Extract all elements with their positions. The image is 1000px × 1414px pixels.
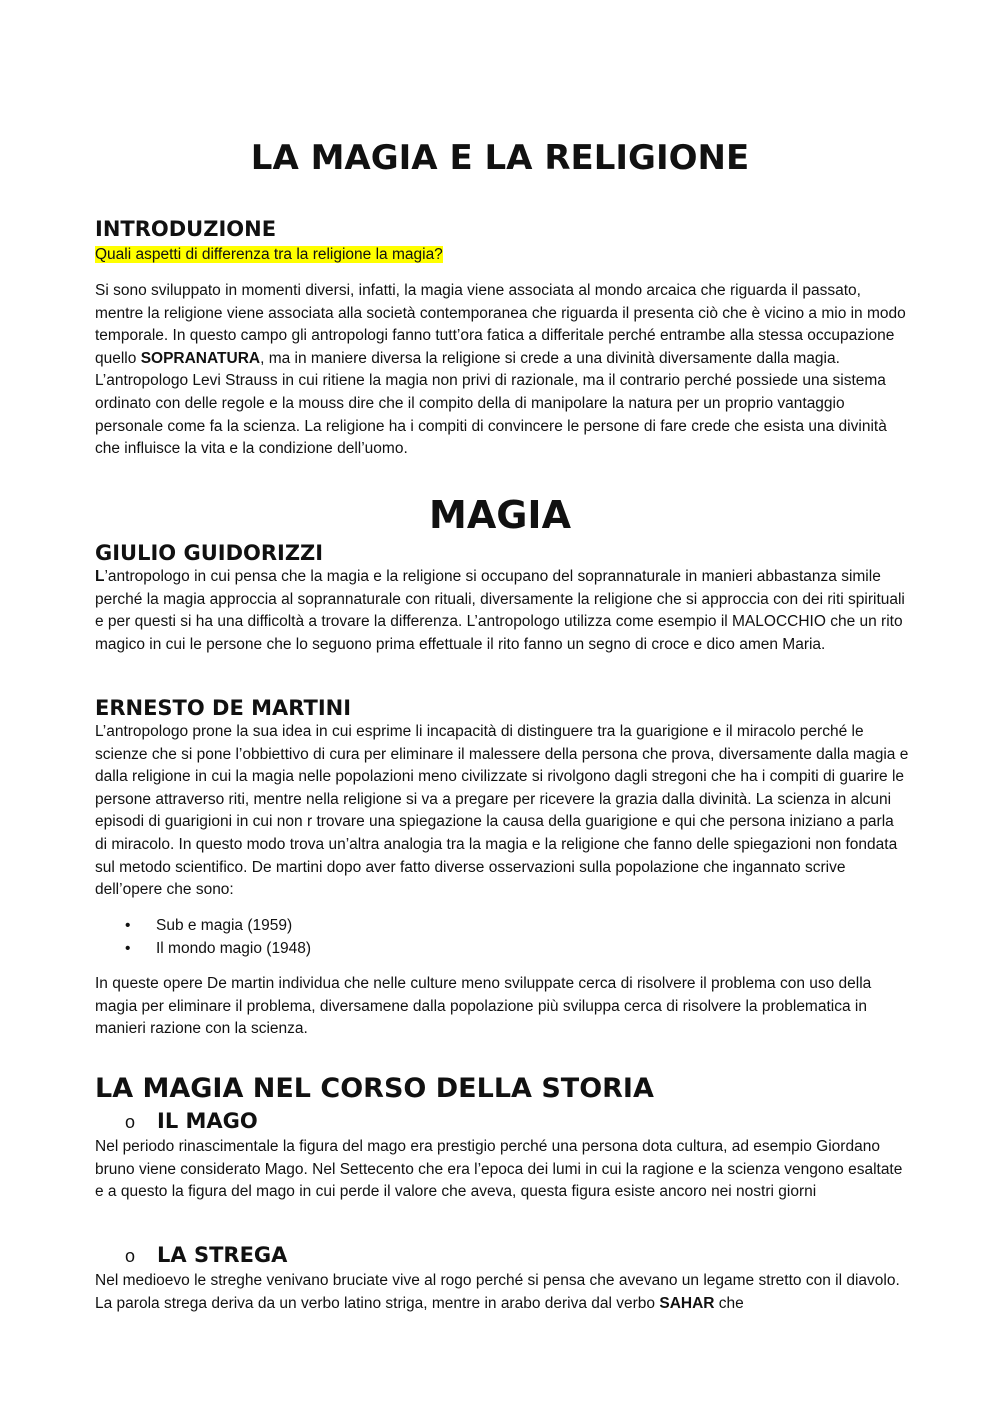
heading-storia: LA MAGIA NEL CORSO DELLA STORIA <box>95 1073 654 1104</box>
heading-de-martini: ERNESTO DE MARTINI <box>95 696 352 720</box>
section-title-magia: MAGIA <box>429 493 571 537</box>
sopranatura-term: SOPRANATURA <box>140 349 261 367</box>
list-item <box>125 937 311 960</box>
highlighted-question: Quali aspetti di differenza tra la religione la magia? <box>95 246 443 263</box>
strega-text-a: Nel medioevo le streghe venivano bruciate vive al rogo perché si pensa che avevano un legame stretto con il diavolo. La parola strega deriva da un verbo latino striga, mentre in arabo deriva dal verbo <box>95 1272 900 1312</box>
bullet-dot: • <box>125 917 131 934</box>
guidorizzi-text: ’antropologo in cui pensa che la magia e la religione si occupano del soprannaturale in manieri abbastanza simile perché la magia approccia al soprannaturale con rituali, diversamente la religione che si approccia con dei riti spirituali e per questi si ha una difficoltà a trovare la differenza. L’antropologo utilizza come esempio il MALOCCHIO che un rito magico in cui le persone che lo seguono prima effettuale il rito fanno un segno di croce e dico amen Maria. <box>95 568 905 653</box>
sahar-term: SAHAR <box>659 1294 715 1312</box>
heading-introduzione: INTRODUZIONE <box>95 217 277 241</box>
heading-guidorizzi: GIULIO GUIDORIZZI <box>95 541 324 565</box>
work-title: Il mondo magio (1948) <box>156 940 312 957</box>
list-item <box>125 914 311 937</box>
document-title: LA MAGIA E LA RELIGIONE <box>250 138 750 178</box>
work-title: Sub e magia (1959) <box>156 917 293 934</box>
bullet-o-marker: o <box>125 1112 136 1132</box>
intro-text-a: Si sono sviluppato in momenti diversi, infatti, la magia viene associata al mondo arcaica che riguarda il passato, mentre la religione viene associata alla società contemporanea che riguarda il presenta ciò che è vicino a mio in modo temporale. In questo campo gli antropologi fanno tutt’ora fatica a differitale perché entrambe alla stessa occupazione quello <box>95 282 906 367</box>
intro-paragraph <box>95 280 910 461</box>
intro-question <box>95 244 910 267</box>
subheading-strega <box>125 1241 287 1270</box>
mago-heading: IL MAGO <box>157 1109 258 1133</box>
guidorizzi-initial: L <box>95 568 105 585</box>
bullet-dot: • <box>125 940 131 957</box>
subheading-mago <box>125 1107 258 1136</box>
guidorizzi-paragraph <box>95 566 910 656</box>
de-martini-paragraph: L’antropologo prone la sua idea in cui esprime li incapacità di distinguere tra la guarigione e il miracolo perché le scienze che si pone l’obbiettivo di cura per eliminare il malessere della persona che prova, diversamente dalla magia e dalla religione in cui la magia nelle popolazioni meno civilizzate si rivolgono dagli stregoni che ha i compiti di guarire le persone attraverso riti, mentre nella religione si va a pregare per ricevere la grazia dalla divinità. La scienza in alcuni episodi di guarigioni in cui non r trovare una spiegazione la causa della guarigione e qui che persona iniziano a parla di miracolo. In questo modo trova un’altra analogia tra la magia e la religione che fanno delle spiegazioni non fondata sul metodo scientifico. De martini dopo aver fatto diverse osservazioni sulla popolazione che ingannato scrive dell’opere che sono: <box>95 723 909 899</box>
mago-paragraph: Nel periodo rinascimentale la figura del mago era prestigio perché una persona dota cultura, ad esempio Giordano bruno viene considerato Mago. Nel Settecento che era l’epoca dei lumi in cui la ragione e la scienza vengono esaltate e a questo la figura del mago in cui perde il valore che aveva, questa figura esiste ancoro nei nostri giorni <box>95 1138 903 1201</box>
strega-heading: LA STREGA <box>157 1243 288 1267</box>
strega-paragraph <box>95 1270 910 1315</box>
works-list <box>125 914 311 960</box>
bullet-o-marker: o <box>125 1246 136 1266</box>
de-martini-conclusion: In queste opere De martin individua che nelle culture meno sviluppate cerca di risolvere il problema con uso della magia per eliminare il problema, diversamene dalla popolazione più sviluppa cerca di risolvere la problematica in manieri razione con la scienza. <box>95 975 872 1038</box>
strega-text-b: che <box>714 1294 744 1312</box>
intro-text-b: , ma in maniere diversa la religione si crede a una divinità diversamente dalla magia. L’antropologo Levi Strauss in cui ritiene la magia non privi di razionale, ma il contrario perché possiede una sistema ordinato con delle regole e la mouss dire che il compito della di manipolare la natura per un proprio vantaggio personale come fa la scienza. La religione ha i compiti di convincere le persone di fare crede che esista una divinità che influisce la vita e la condizione dell’uomo. <box>95 349 887 458</box>
